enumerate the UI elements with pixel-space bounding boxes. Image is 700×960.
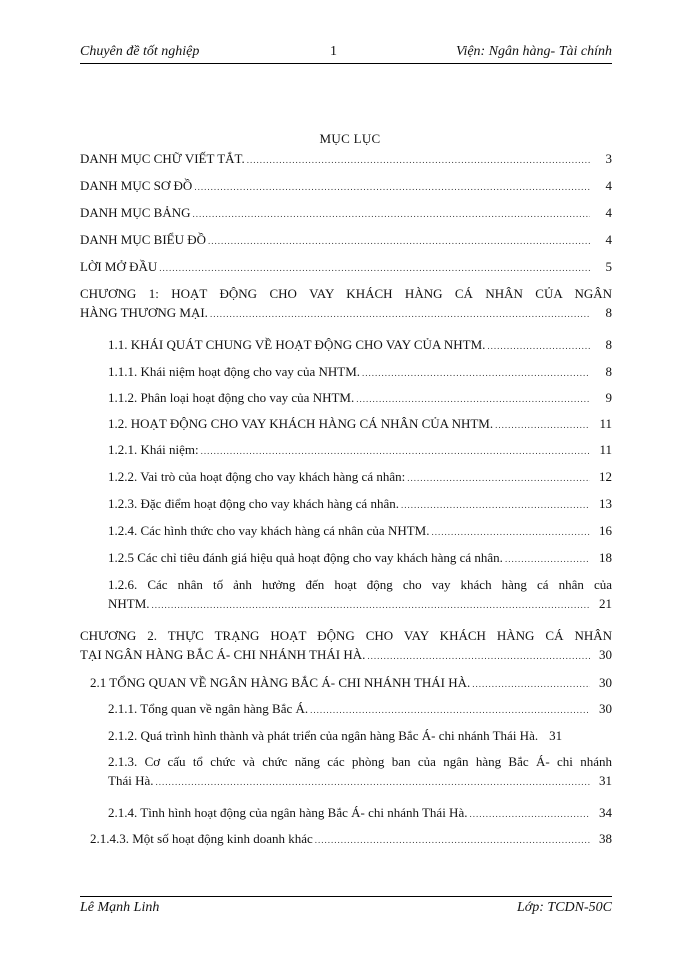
toc-leader-dots [310, 705, 590, 715]
toc-leader-dots [367, 651, 590, 661]
toc-entry-page: 31 [549, 728, 563, 743]
toc-entry-page: 4 [605, 178, 612, 193]
toc-entry-text-line1: 2.1.3. Cơ cấu tổ chức và chức năng các phòng ban của ngân hàng Bắc Á- chi nhánh [108, 754, 612, 769]
toc-entry-text: 1.2.4. Các hình thức cho vay khách hàng cá nhân của NHTM. [108, 523, 430, 538]
toc-entry-page: 8 [605, 337, 612, 352]
toc-entry[interactable] [80, 232, 612, 248]
toc-leader-dots [505, 554, 590, 564]
toc-entry-page: 11 [599, 442, 612, 457]
toc-leader-dots [193, 209, 590, 219]
toc-entry-text: 1.2.1. Khái niệm: [108, 442, 199, 457]
toc-entry-page: 16 [599, 523, 612, 538]
toc-leader-dots [194, 182, 590, 192]
toc-entry-text-line1: 1.2.6. Các nhân tố ảnh hưởng đến hoạt động cho vay khách hàng cá nhân của [108, 577, 612, 592]
toc-entry-text: DANH MỤC BIỂU ĐỒ [80, 232, 207, 247]
toc-entry[interactable] [80, 205, 612, 221]
toc-entry-page: 4 [605, 232, 612, 247]
toc-entry[interactable] [108, 442, 612, 458]
toc-entry-text-line2: TẠI NGÂN HÀNG BẮC Á- CHI NHÁNH THÁI HÀ. [80, 647, 366, 662]
toc-entry-text: 1.2.3. Đặc điểm hoạt động cho vay khách hàng cá nhân. [108, 496, 399, 511]
toc-entry-text: 2.1.4. Tình hình hoạt động của ngân hàng Bắc Á- chi nhánh Thái Hà. [108, 805, 468, 820]
toc-entry-text-line1: CHƯƠNG 1: HOẠT ĐỘNG CHO VAY KHÁCH HÀNG CÁ NHÂN CỦA NGÂN [80, 286, 612, 301]
toc-entry-page: 13 [599, 496, 612, 511]
header-rule [80, 63, 612, 64]
toc-entry-text: DANH MỤC BẢNG [80, 205, 191, 220]
toc-entry[interactable] [108, 805, 612, 821]
toc-leader-dots [210, 309, 590, 319]
toc-entry-text-line1: CHƯƠNG 2. THỰC TRẠNG HOẠT ĐỘNG CHO VAY KHÁCH HÀNG CÁ NHÂN [80, 628, 612, 643]
toc-entry-page: 11 [599, 416, 612, 431]
toc-leader-dots [315, 835, 590, 845]
toc-entry[interactable] [80, 151, 612, 167]
toc-entry-text: 1.2.2. Vai trò của hoạt động cho vay khách hàng cá nhân: [108, 469, 406, 484]
toc-leader-dots [495, 420, 590, 430]
toc-leader-dots [208, 236, 590, 246]
toc-entry[interactable] [108, 416, 612, 432]
toc-entry-page: 9 [605, 390, 612, 405]
toc-leader-dots [407, 473, 590, 483]
toc-entry-text: DANH MỤC SƠ ĐỒ [80, 178, 193, 193]
toc-entry[interactable] [108, 364, 612, 380]
toc-entry-page: 31 [599, 773, 612, 788]
toc-entry[interactable] [108, 550, 612, 566]
toc-entry-text-line2: Thái Hà. [108, 773, 154, 788]
toc-entry-text: LỜI MỞ ĐẦU [80, 259, 158, 274]
toc-entry-page: 30 [599, 647, 612, 662]
page-header [80, 44, 612, 62]
toc-entry-page: 38 [599, 831, 612, 846]
toc-entry-chapter-1[interactable] [80, 286, 612, 321]
toc-leader-dots [247, 155, 590, 165]
toc-entry[interactable] [108, 577, 612, 612]
toc-entry-page: 5 [605, 259, 612, 274]
footer-author: Lê Mạnh Linh [80, 900, 160, 915]
toc-entry-page: 18 [599, 550, 612, 565]
toc-leader-dots [487, 341, 590, 351]
toc-entry-page: 4 [605, 205, 612, 220]
header-document-type: Chuyên đề tốt nghiệp [80, 44, 200, 59]
toc-entry[interactable] [108, 390, 612, 406]
toc-entry[interactable] [108, 754, 612, 789]
toc-leader-dots [155, 777, 590, 787]
toc-entry-text-line2: HÀNG THƯƠNG MẠI. [80, 305, 208, 320]
toc-leader-dots [431, 527, 590, 537]
toc-title: MỤC LỤC [319, 131, 381, 146]
toc-entry-page: 30 [599, 701, 612, 716]
toc-entry[interactable] [80, 178, 612, 194]
toc-leader-dots [469, 809, 590, 819]
toc-entry[interactable] [108, 496, 612, 512]
toc-leader-dots [362, 368, 590, 378]
toc-entry-text-line2: NHTM. [108, 596, 150, 611]
toc-entry-text: DANH MỤC CHỮ VIẾT TẮT. [80, 151, 245, 166]
toc-entry-text: 1.1. KHÁI QUÁT CHUNG VỀ HOẠT ĐỘNG CHO VAY CỦA NHTM. [108, 337, 486, 352]
toc-entry-page: 3 [605, 151, 612, 166]
toc-leader-dots [472, 679, 590, 689]
toc-leader-dots [201, 446, 590, 456]
page-footer [80, 900, 612, 918]
footer-class: Lớp: TCDN-50C [517, 900, 612, 915]
toc-entry[interactable] [108, 728, 612, 744]
toc-leader-dots [356, 394, 590, 404]
header-institute: Viện: Ngân hàng- Tài chính [455, 44, 612, 59]
toc-entry-page: 34 [599, 805, 612, 820]
toc-entry-page: 21 [599, 596, 612, 611]
toc-leader-dots [159, 263, 590, 273]
header-page-number: 1 [330, 44, 337, 59]
toc-entry-page: 8 [605, 364, 612, 379]
toc-entry-text: 1.1.2. Phân loại hoạt động cho vay của NHTM. [108, 390, 355, 405]
toc-entry[interactable] [90, 831, 612, 847]
toc-entry-text: 1.2.5 Các chỉ tiêu đánh giá hiệu quả hoạt động cho vay khách hàng cá nhân. [108, 550, 503, 565]
toc-entry-text: 2.1.4.3. Một số hoạt động kinh doanh khác [90, 831, 313, 846]
footer-rule [80, 896, 612, 897]
toc-entry[interactable] [80, 259, 612, 275]
toc-leader-dots [401, 500, 590, 510]
toc-entry-page: 30 [599, 675, 612, 690]
toc-entry-page: 8 [605, 305, 612, 320]
toc-entry-text: 1.2. HOẠT ĐỘNG CHO VAY KHÁCH HÀNG CÁ NHÂN CỦA NHTM. [108, 416, 494, 431]
toc-entry-chapter-2[interactable] [80, 628, 612, 663]
toc-entry-text: 2.1 TỔNG QUAN VỀ NGÂN HÀNG BẮC Á- CHI NHÁNH THÁI HÀ. [90, 675, 471, 690]
toc-entry[interactable] [108, 701, 612, 717]
toc-entry-text: 1.1.1. Khái niệm hoạt động cho vay của NHTM. [108, 364, 361, 379]
toc-entry[interactable] [108, 337, 612, 353]
toc-leader-dots [152, 600, 590, 610]
toc-entry[interactable] [108, 523, 612, 539]
toc-entry[interactable] [108, 469, 612, 485]
toc-entry-text: 2.1.2. Quá trình hình thành và phát triển của ngân hàng Bắc Á- chi nhánh Thái Hà. [108, 728, 539, 743]
toc-entry[interactable] [90, 675, 612, 691]
toc-entry-text: 2.1.1. Tổng quan về ngân hàng Bắc Á. [108, 701, 309, 716]
toc-entry-page: 12 [599, 469, 612, 484]
